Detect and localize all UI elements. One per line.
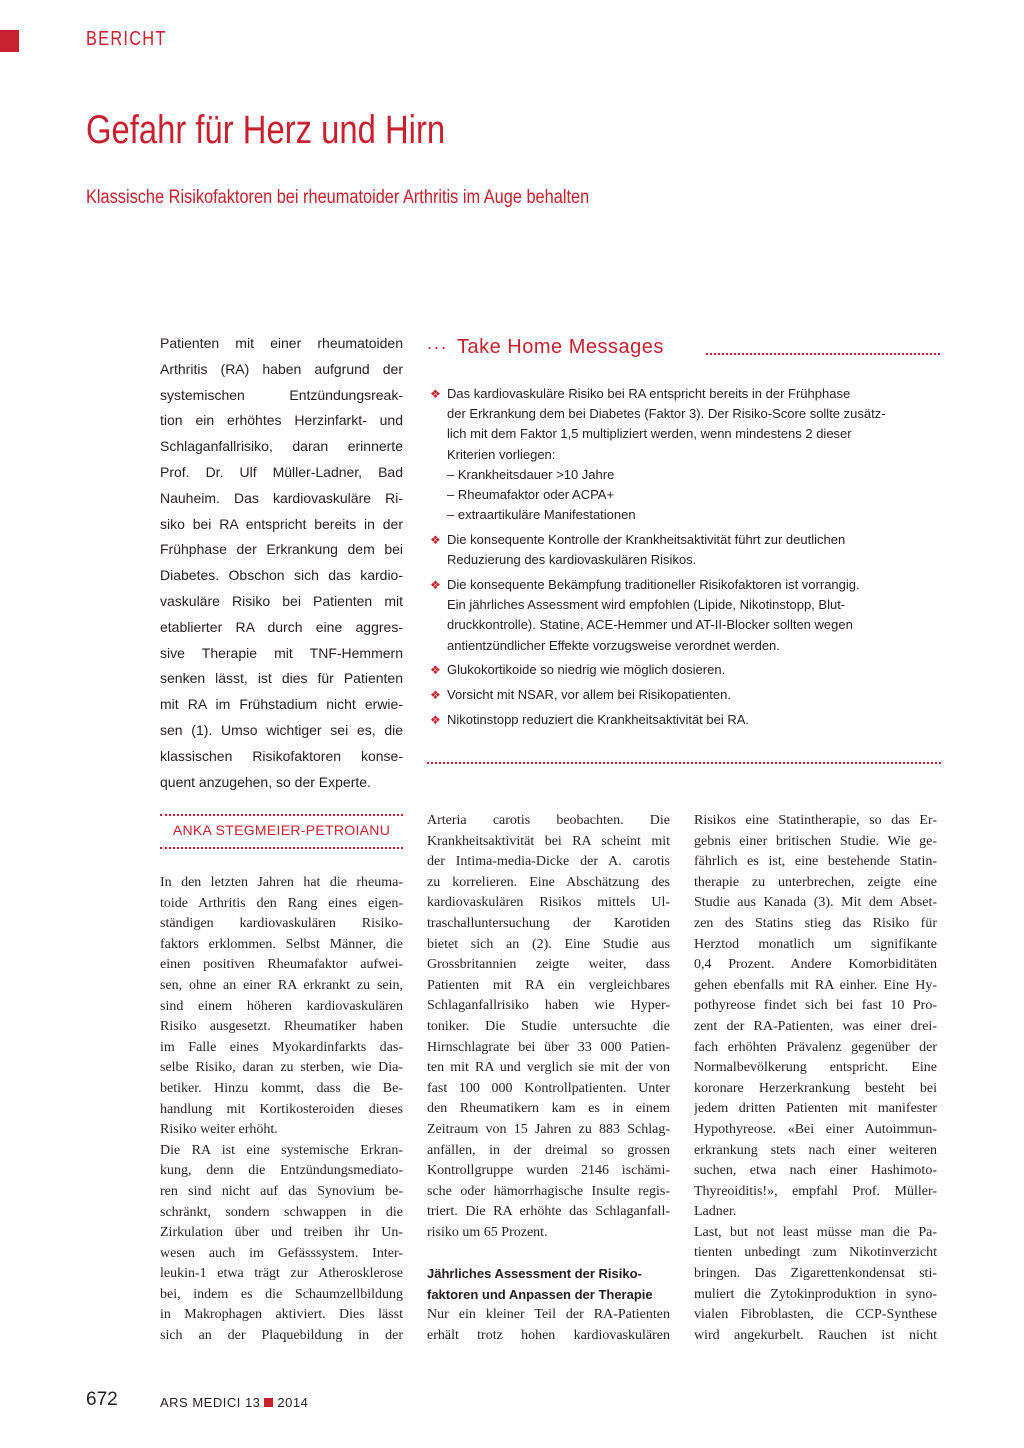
diamond-bullet-icon: ❖ xyxy=(430,387,441,401)
text-line: sive Therapie mit TNF-Hemmern xyxy=(160,644,403,661)
text-line: Patienten mit einer rheumatoiden xyxy=(160,335,403,351)
text-line: ren sind nicht auf das Synovium be- xyxy=(160,1183,403,1199)
spacer xyxy=(427,1243,670,1264)
section-marker xyxy=(0,30,19,52)
text-line: fach erhöhten Prävalenz gegenüber der xyxy=(694,1039,937,1055)
journal-name: ARS MEDICI 13 xyxy=(160,1395,261,1410)
text-line: fährlich es ist, eine bestehende Statin- xyxy=(694,854,937,870)
text-line: in Makrophagen aktiviert. Dies lässt xyxy=(160,1307,403,1323)
text-line: Krankheitsaktivität bei RA scheint mit xyxy=(427,833,670,849)
body-column-3 xyxy=(694,811,937,1346)
text-line: tienten unbedingt zum Nikotinverzicht xyxy=(694,1245,937,1261)
text-line: einen positiven Rheumafaktor aufwei- xyxy=(160,957,403,973)
text-line: erkrankung stets nach einer weiteren xyxy=(694,1142,937,1158)
text-line: wird angekurbelt. Rauchen ist nicht xyxy=(694,1327,937,1343)
text-line: Diabetes. Obschon sich das kardio- xyxy=(160,567,403,584)
text-line: fast 100 000 Kontrollpatienten. Unter xyxy=(427,1080,670,1096)
take-home-line: Vorsicht mit NSAR, vor allem bei Risikopatienten. xyxy=(447,687,731,702)
journal-year: 2014 xyxy=(277,1395,309,1410)
text-line: tion ein erhöhtes Herzinfarkt- und xyxy=(160,412,403,429)
text-line: triert. Die RA erhöhte das Schlaganfall- xyxy=(427,1204,670,1220)
text-line: Arthritis (RA) haben aufgrund der xyxy=(160,360,403,377)
text-line: klassischen Risikofaktoren konse- xyxy=(160,747,403,764)
text-line: vialen Fibroblasten, die CCP-Synthese xyxy=(694,1307,937,1323)
take-home-line: – Krankheitsdauer >10 Jahre xyxy=(447,466,615,482)
text-line: faktoren und Anpassen der Therapie xyxy=(427,1286,653,1302)
text-line: Frühphase der Erkrankung dem bei xyxy=(160,541,403,558)
text-line: Zeitraum von 15 Jahren zu 883 Schlag- xyxy=(427,1121,670,1137)
take-home-line: – extraartikuläre Manifestationen xyxy=(447,507,636,523)
text-line: Risikos eine Statintherapie, so das Er- xyxy=(694,813,937,828)
text-line: Schlaganfallrisiko, daran erinnerte xyxy=(160,438,403,455)
author-rule-top xyxy=(160,814,403,816)
text-line: den Rheumatikern kam es in einem xyxy=(427,1101,670,1117)
text-line: kung, denn die Entzündungsmediato- xyxy=(160,1163,403,1179)
diamond-bullet-icon: ❖ xyxy=(430,663,441,677)
take-home-line: – Rheumafaktor oder ACPA+ xyxy=(447,487,615,503)
text-line: zen des Statins stieg das Risiko für xyxy=(694,915,937,931)
text-line: gehen ebenfalls mit RA einher. Eine Hy- xyxy=(694,977,937,993)
text-line: Last, but not least müsse man die Pa- xyxy=(694,1224,937,1240)
take-home-line: Die konsequente Kontrolle der Krankheitsaktivität führt zur deutlichen xyxy=(447,532,846,547)
author-rule-bottom xyxy=(160,847,403,849)
text-line: wesen auch im Gefässsystem. Inter- xyxy=(160,1245,403,1261)
text-line: bei, indem es die Schaumzellbildung xyxy=(160,1286,403,1302)
text-line: anfällen, in der dreimal so grossen xyxy=(427,1142,670,1158)
diamond-bullet-icon: ❖ xyxy=(430,713,441,727)
text-line: Schlaganfallrisiko haben wie Hyper- xyxy=(427,998,670,1014)
text-line: toniker. Die Studie untersuchte die xyxy=(427,1018,670,1034)
text-line: Normalbevölkerung entspricht. Eine xyxy=(694,1060,937,1076)
text-line: Risiko ausgesetzt. Rheumatiker haben xyxy=(160,1019,403,1035)
text-line: ständigen kardiovaskulären Risiko- xyxy=(160,916,403,932)
text-line: Patienten mit RA ein vergleichbares xyxy=(427,977,670,993)
text-line: Grossbritannien zeigte weiter, dass xyxy=(427,957,670,973)
take-home-line: Das kardiovaskuläre Risiko bei RA entspricht bereits in der Frühphase xyxy=(447,386,851,401)
text-line: Risiko weiter erhöht. xyxy=(160,1122,278,1138)
text-line: Ladner. xyxy=(694,1204,737,1220)
text-line: Arteria carotis beobachten. Die xyxy=(427,813,670,828)
text-line: mit RA im Frühstadium nicht erwie- xyxy=(160,696,403,713)
text-line: therapie zu unterbrechen, zeigte eine xyxy=(694,874,937,890)
article-subtitle: Klassische Risikofaktoren bei rheumatoider Arthritis im Auge behalten xyxy=(86,187,590,208)
text-line: traschalluntersuchung der Karotiden xyxy=(427,915,670,931)
text-line: sen (1). Umso wichtiger sei es, die xyxy=(160,721,403,738)
text-line: systemischen Entzündungsreak- xyxy=(160,386,403,403)
take-home-line: der Erkrankung dem bei Diabetes (Faktor 3). Der Risiko-Score sollte zusätz- xyxy=(447,406,886,422)
text-line: zu korrelieren. Eine Abschätzung des xyxy=(427,874,670,890)
text-line: siko bei RA entspricht bereits in der xyxy=(160,515,403,532)
text-line: sich an der Plaquebildung in der xyxy=(160,1328,403,1344)
text-line: Die RA ist eine systemische Erkran- xyxy=(160,1142,403,1158)
text-line: toide Arthritis den Rang eines eigen- xyxy=(160,895,403,911)
text-line: pothyreose findet sich bei fast 10 Pro- xyxy=(694,998,937,1014)
text-line: der Intima-media-Dicke der A. carotis xyxy=(427,854,670,870)
take-home-title: Take Home Messages xyxy=(457,336,664,358)
text-line: kardiovaskulären Risikos mittels Ul- xyxy=(427,895,670,911)
text-line: leukin-1 etwa trägt zur Atherosklerose xyxy=(160,1266,403,1282)
take-home-line: Reduzierung des kardiovaskulären Risikos. xyxy=(447,552,697,568)
text-line: im Falle eines Myokardinfarkts das- xyxy=(160,1039,403,1055)
diamond-bullet-icon: ❖ xyxy=(430,578,441,592)
take-home-line: druckkontrolle). Statine, ACE-Hemmer und AT-II-Blocker sollten wegen xyxy=(447,617,853,633)
text-line: vaskuläre Risiko bei Patienten mit xyxy=(160,592,403,609)
text-line: zent der RA-Patienten, was einer drei- xyxy=(694,1018,937,1034)
journal-footer xyxy=(160,1395,308,1410)
lead-paragraph xyxy=(160,331,403,795)
take-home-line: Glukokortikoide so niedrig wie möglich dosieren. xyxy=(447,662,726,677)
text-line: In den letzten Jahren hat die rheuma- xyxy=(160,875,403,890)
take-home-dotted-rule xyxy=(706,353,940,355)
text-line: Prof. Dr. Ulf Müller-Ladner, Bad xyxy=(160,463,403,480)
diamond-bullet-icon: ❖ xyxy=(430,533,441,547)
page-number: 672 xyxy=(86,1389,118,1410)
text-line: bietet sich an (2). Eine Studie aus xyxy=(427,936,670,952)
footer-square-icon xyxy=(264,1398,273,1407)
text-line: faktors erklommen. Selbst Männer, die xyxy=(160,936,403,952)
text-line: etablierter RA durch eine aggres- xyxy=(160,618,403,635)
text-line: Nur ein kleiner Teil der RA-Patienten xyxy=(427,1307,670,1323)
text-line: suchen, etwa nach einer Hashimoto- xyxy=(694,1163,937,1179)
text-line: bringen. Das Zigarettenkondensat sti- xyxy=(694,1266,937,1282)
text-line: Jährliches Assessment der Risiko- xyxy=(427,1266,642,1282)
take-home-bottom-rule xyxy=(427,762,941,764)
take-home-line: antientzündlicher Effekte vorzugsweise verordnet werden. xyxy=(447,637,780,653)
text-line: sen, ohne an einer RA erkrankt zu sein, xyxy=(160,977,403,993)
text-line: schränkt, sondern schwappen in die xyxy=(160,1204,403,1220)
text-line: muliert die Zytokinproduktion in syno- xyxy=(694,1286,937,1302)
text-line: Hypothyreose. «Bei einer Autoimmun- xyxy=(694,1121,937,1137)
text-line: senken lässt, ist dies für Patienten xyxy=(160,670,403,687)
text-line: Herztod monatlich um signifikante xyxy=(694,936,937,952)
text-line: risiko um 65 Prozent. xyxy=(427,1224,548,1240)
text-line: koronare Herzerkrankung besteht bei xyxy=(694,1080,937,1096)
text-line: gebnis einer britischen Studie. Wie ge- xyxy=(694,833,937,849)
text-line: Hirnschlagrate bei über 33 000 Patien- xyxy=(427,1039,670,1055)
take-home-dots: ... xyxy=(427,333,449,353)
text-line: selbe Risiko, daran zu sterben, wie Dia- xyxy=(160,1060,403,1076)
text-line: ten mit RA und verglich sie mit der von xyxy=(427,1060,670,1076)
take-home-line: lich mit dem Faktor 1,5 multipliziert werden, wenn mindestens 2 dieser xyxy=(447,426,852,442)
diamond-bullet-icon: ❖ xyxy=(430,688,441,702)
text-line: Kontrollgruppe wurden 2146 ischämi- xyxy=(427,1163,670,1179)
take-home-line: Kriterien vorliegen: xyxy=(447,446,556,462)
text-line: Studie aus Kanada (3). Mit dem Abset- xyxy=(694,895,937,911)
text-line: sind einem höheren kardiovaskulären xyxy=(160,998,403,1014)
text-line: handlung mit Kortikosteroiden dieses xyxy=(160,1101,403,1117)
take-home-line: Ein jährliches Assessment wird empfohlen (Lipide, Nikotinstopp, Blut- xyxy=(447,597,846,613)
section-label: BERICHT xyxy=(86,28,167,50)
text-line: erhält trotz hohen kardiovaskulären xyxy=(427,1327,670,1343)
text-line: Thyreoiditis!», empfahl Prof. Müller- xyxy=(694,1183,937,1199)
text-line: sche oder hämorrhagische Insulte regis- xyxy=(427,1183,670,1199)
take-home-line: Die konsequente Bekämpfung traditioneller Risikofaktoren ist vorrangig. xyxy=(447,577,860,592)
text-line: Nauheim. Das kardiovaskuläre Ri- xyxy=(160,489,403,506)
text-line: jedem dritten Patienten mit manifester xyxy=(694,1101,937,1117)
text-line: quent anzugehen, so der Experte. xyxy=(160,773,371,790)
text-line: betiker. Hinzu kommt, dass die Be- xyxy=(160,1080,403,1096)
text-line: 0,4 Prozent. Andere Komorbiditäten xyxy=(694,957,937,973)
text-line: Zirkulation über und treiben ihr Un- xyxy=(160,1225,403,1241)
body-column-1 xyxy=(160,873,403,1347)
body-column-2 xyxy=(427,811,670,1346)
author-name: ANKA STEGMEIER-PETROIANU xyxy=(172,822,391,838)
take-home-line: Nikotinstopp reduziert die Krankheitsaktivität bei RA. xyxy=(447,712,750,727)
article-title: Gefahr für Herz und Hirn xyxy=(86,108,446,152)
